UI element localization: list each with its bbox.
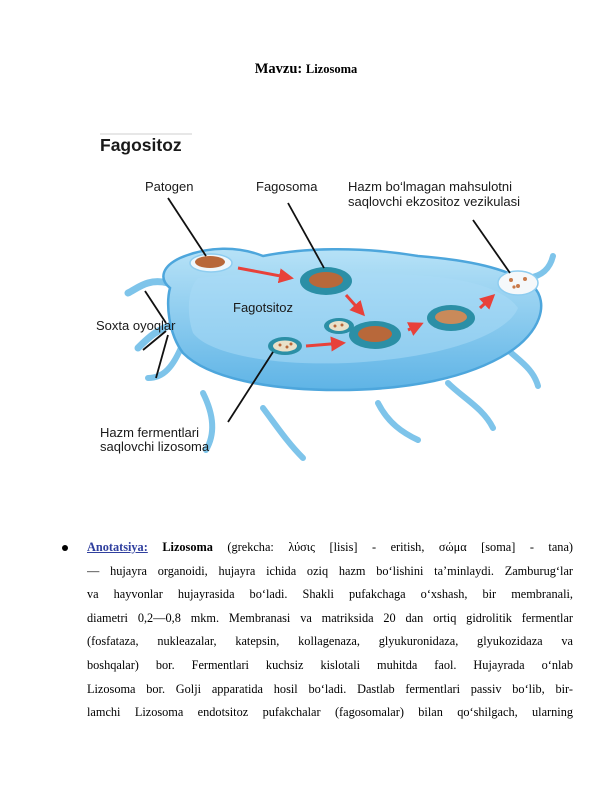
phagocytosis-diagram	[88, 128, 558, 473]
paragraph-line-3: va hayvonlar hujayrasida bo‘ladi. Shakli pufakchaga o‘xshash, bir membranali,	[87, 587, 573, 602]
exocytosis-vesicle	[498, 271, 538, 295]
paragraph-line-4: diametri 0,2—0,8 mkm. Membranasi va matriksida 20 dan ortiq gidrolitik fermentlar	[87, 610, 573, 625]
fagosoma-vesicle	[300, 267, 352, 295]
label-soxta-oyoqlar: Soxta oyoqlar	[96, 318, 176, 333]
title-topic: Lizosoma	[305, 62, 358, 76]
annotation-paragraph	[87, 536, 573, 725]
label-ferment-line2: saqlovchi lizosoma	[100, 439, 210, 454]
page-title	[0, 61, 612, 78]
paragraph-line-1	[87, 536, 573, 560]
term-lizosoma: Lizosoma	[162, 540, 213, 554]
label-patogen: Patogen	[145, 179, 194, 194]
paragraph-line-2: — hujayra organoidi, hujayra ichida oziq hazm bo‘lishini ta’minlaydi. Zamburug‘lar	[87, 563, 573, 578]
patogen-particle	[190, 254, 232, 272]
label-fagosoma: Fagosoma	[256, 179, 318, 194]
label-exocytosis-line2: saqlovchi ekzositoz vezikulasi	[348, 194, 520, 209]
label-ferment-line1: Hazm fermentlari	[100, 425, 199, 440]
line-1-text: (grekcha: λύσις [lisis] - eritish, σώμα [soma] - tana)	[212, 540, 573, 554]
paragraph-line-7: Lizosoma bor. Golji apparatida hosil bo‘ladi. Dastlab fermentlari passiv bo‘lib, bir-	[87, 681, 573, 696]
paragraph-line-8: lamchi Lizosoma endotsitoz pufakchalar (fagosomalar) bilan qo‘shilgach, ularning	[87, 705, 573, 720]
title-prefix: Mavzu:	[254, 61, 303, 77]
digesting-vesicle	[427, 305, 475, 331]
list-bullet	[62, 545, 68, 551]
label-fagotsitoz: Fagotsitoz	[233, 300, 293, 315]
paragraph-line-5: (fosfataza, nukleazalar, katepsin, kollagenaza, glyukuronidaza, glyukozidaza va	[87, 634, 573, 649]
diagram-title: Fagositoz	[100, 135, 182, 155]
lizosoma-joining	[324, 318, 354, 334]
fagolizosoma	[349, 321, 401, 349]
paragraph-line-6: boshqalar) bor. Fermentlari kuchsiz kislotali muhitda faol. Hujayrada o‘nlab	[87, 657, 573, 672]
annotation-label: Anotatsiya:	[87, 540, 148, 554]
label-exocytosis-line1: Hazm bo‘lmagan mahsulotni	[348, 179, 513, 194]
